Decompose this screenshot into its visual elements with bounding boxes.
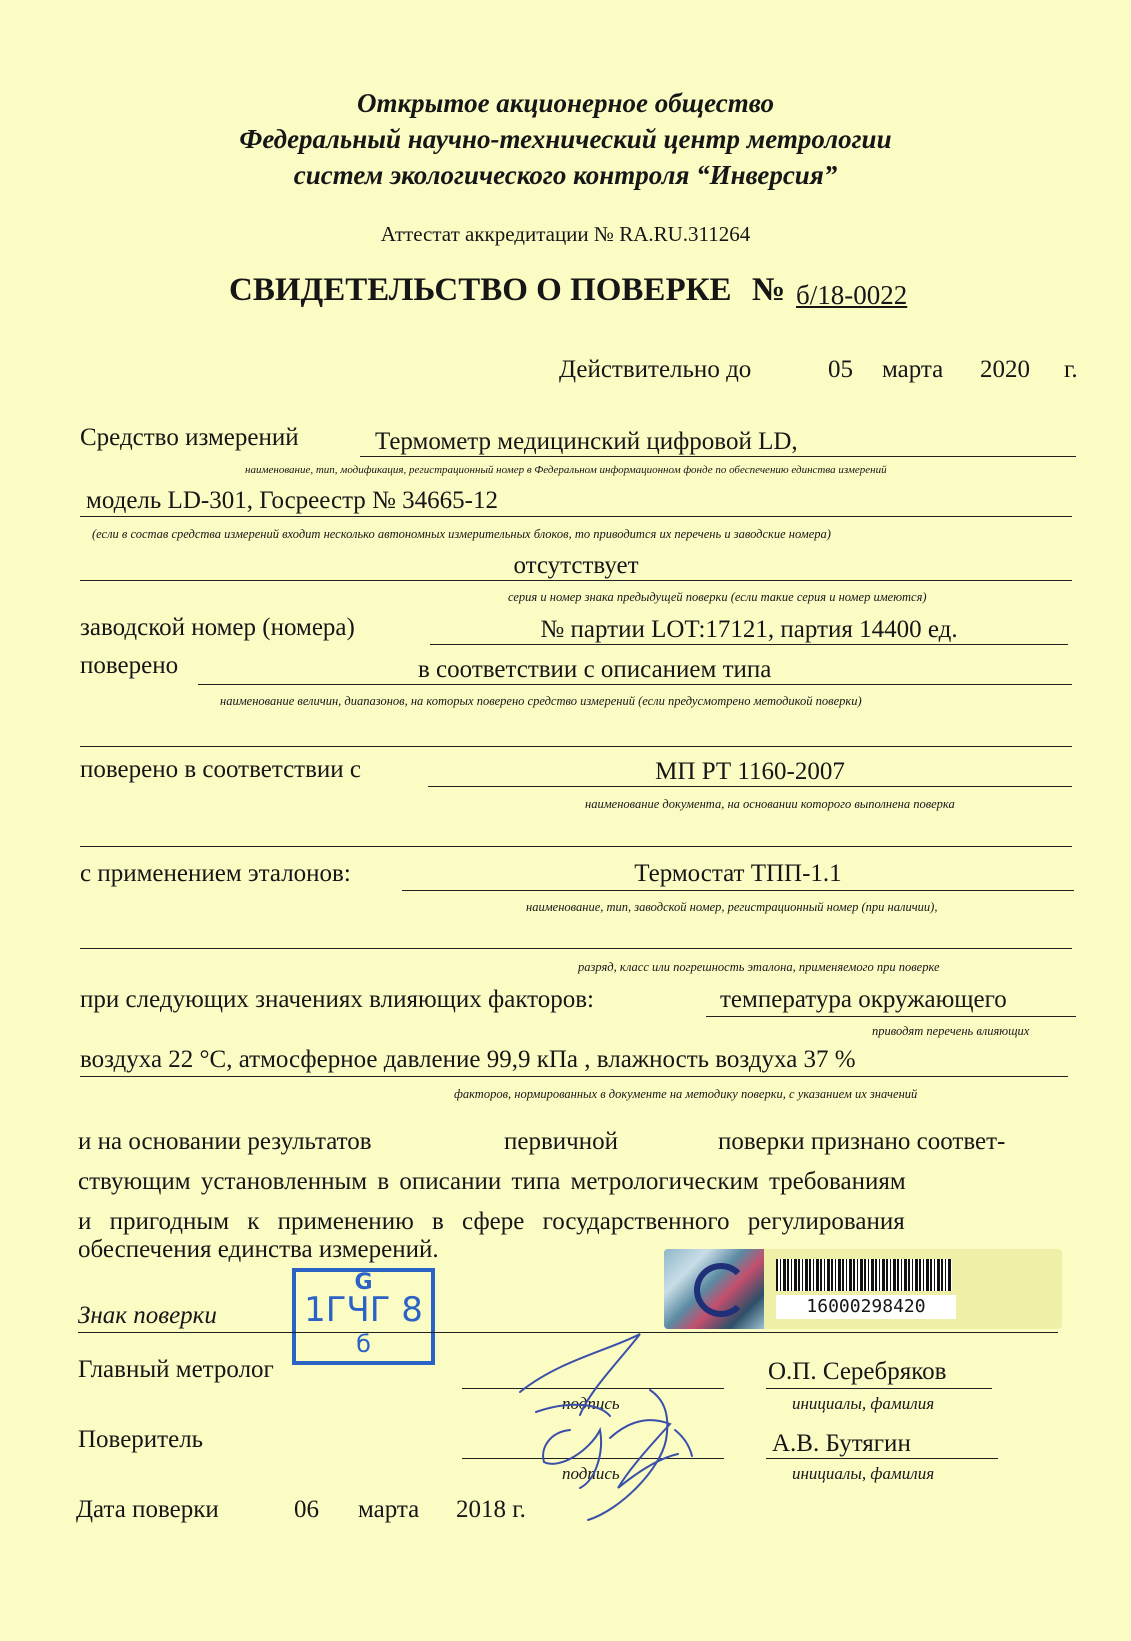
validity-month: марта — [882, 356, 944, 383]
validity-suffix: г. — [1064, 356, 1078, 383]
hologram-icon — [664, 1249, 764, 1329]
instrument-value: Термометр медицинский цифровой LD, — [375, 428, 798, 455]
verifier-name-caption: инициалы, фамилия — [792, 1464, 935, 1483]
standards-label: с применением эталонов: — [80, 860, 351, 887]
conclusion-line-1c: поверки признано соответ- — [718, 1128, 1006, 1155]
standards-value: Термостат ТПП-1.1 — [634, 860, 842, 887]
conclusion-line-2: ствующим установленным в описании типа метрологическим требованиям — [78, 1168, 906, 1195]
org-line-2: Федеральный научно-технический центр метрологии — [239, 124, 892, 154]
certificate-title: СВИДЕТЕЛЬСТВО О ПОВЕРКЕ — [229, 272, 732, 308]
validity-label: Действительно до — [559, 356, 752, 383]
verifier-sign-caption: подпись — [562, 1464, 620, 1483]
chief-name: О.П. Серебряков — [768, 1358, 947, 1385]
verified-caption: наименование величин, диапазонов, на которых поверено средство измерений (если предусмотрено методикой поверки) — [220, 694, 862, 708]
stamp-top: G — [354, 1270, 373, 1295]
chief-name-caption: инициалы, фамилия — [792, 1394, 935, 1413]
date-year: 2018 г. — [456, 1496, 526, 1523]
date-day: 06 — [294, 1496, 319, 1523]
factors-label: при следующих значениях влияющих факторов: — [80, 986, 594, 1013]
factors-value: температура окружающего — [720, 986, 1007, 1013]
factors-value-2: воздуха 22 °С, атмосферное давление 99,9 кПа , влажность воздуха 37 % — [80, 1046, 856, 1073]
previous-mark-caption: серия и номер знака предыдущей поверки (если такие серия и номер имеются) — [508, 590, 927, 604]
verified-label: поверено — [80, 652, 179, 679]
serial-value: № партии LOT:17121, партия 14400 ед. — [540, 616, 958, 643]
stamp-bottom: б — [356, 1330, 371, 1358]
barcode-icon — [776, 1259, 952, 1291]
standards-caption: наименование, тип, заводской номер, регистрационный номер (при наличии), — [526, 900, 938, 914]
serial-label: заводской номер (номера) — [80, 614, 355, 641]
signature-icon — [500, 1320, 730, 1540]
accreditation: Аттестат аккредитации № RA.RU.311264 — [380, 222, 751, 246]
instrument-caption-2: (если в состав средства измерений входит несколько автономных измерительных блоков, то приводится их перечень и заводские номера) — [92, 527, 831, 541]
instrument-model: модель LD-301, Госреестр № 34665-12 — [86, 487, 498, 514]
conclusion-line-1b: первичной — [504, 1128, 618, 1155]
verified-per-caption: наименование документа, на основании которого выполнена поверка — [585, 797, 955, 811]
factors-caption: приводят перечень влияющих — [872, 1024, 1030, 1038]
previous-mark-value: отсутствует — [513, 552, 639, 579]
instrument-caption: наименование, тип, модификация, регистрационный номер в Федеральном информационном фонде по обеспечению единства измерений — [245, 464, 887, 476]
verifier-name: А.В. Бутягин — [772, 1430, 911, 1457]
chief-label: Главный метролог — [78, 1356, 274, 1383]
verification-stamp — [292, 1268, 435, 1365]
org-line-1: Открытое акционерное общество — [357, 88, 774, 118]
validity-day: 05 — [828, 356, 853, 383]
verified-value: в соответствии с описанием типа — [418, 656, 772, 683]
factors-caption-2: факторов, нормированных в документе на методику поверки, с указанием их значений — [454, 1087, 918, 1101]
certificate-number-sign: № — [752, 272, 786, 308]
org-line-3: систем экологического контроля “Инверсия” — [293, 160, 838, 190]
date-label: Дата поверки — [76, 1496, 219, 1523]
conclusion-line-3: и пригодным к применению в сфере государственного регулирования — [78, 1208, 905, 1235]
verified-per-value: МП РТ 1160-2007 — [655, 758, 845, 785]
conclusion-line-4: обеспечения единства измерений. — [78, 1236, 439, 1263]
verified-per-label: поверено в соответствии с — [80, 756, 362, 783]
verifier-label: Поверитель — [78, 1426, 204, 1453]
mark-label: Знак поверки — [78, 1302, 217, 1329]
date-month: марта — [358, 1496, 420, 1523]
hologram-sticker — [664, 1249, 1062, 1329]
stamp-middle: 1ГЧГ 8 — [304, 1290, 423, 1330]
chief-sign-caption: подпись — [562, 1394, 620, 1413]
standards-caption-2: разряд, класс или погрешность эталона, применяемого при поверке — [578, 960, 940, 974]
validity-year: 2020 — [980, 356, 1030, 383]
instrument-label: Средство измерений — [80, 424, 299, 451]
conclusion-line-1a: и на основании результатов — [78, 1128, 372, 1155]
barcode-number: 16000298420 — [776, 1295, 956, 1319]
certificate-number: б/18-0022 — [796, 280, 908, 310]
